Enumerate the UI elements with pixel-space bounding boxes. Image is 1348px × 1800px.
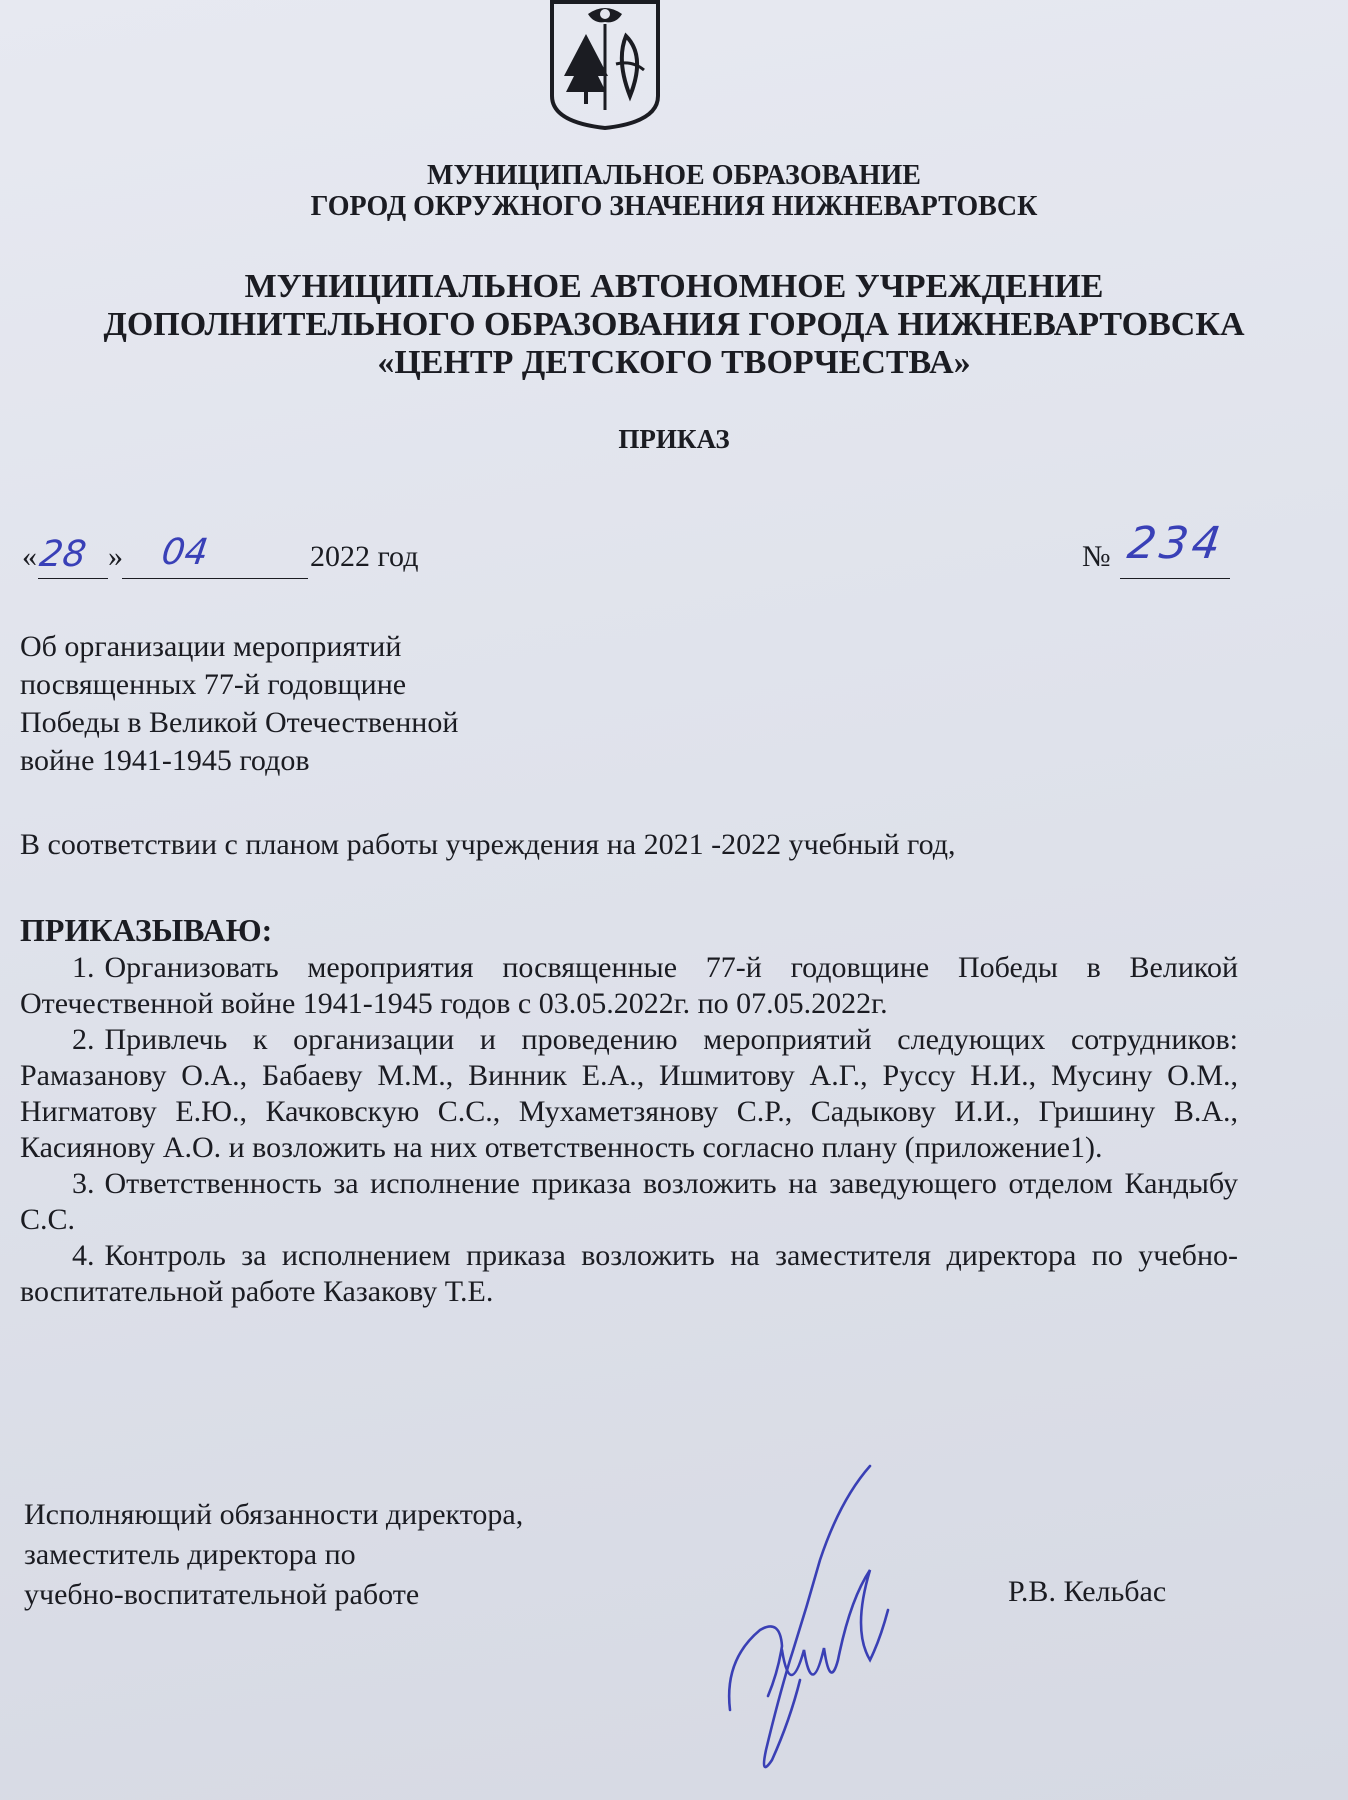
order-item-1 bbox=[20, 950, 1238, 1022]
order-subject bbox=[20, 628, 458, 780]
month-underline bbox=[122, 578, 308, 579]
item-number: 2. bbox=[72, 1023, 95, 1056]
coat-of-arms-emblem bbox=[546, 0, 664, 130]
signatory-name: Р.В. Кельбас bbox=[1008, 1575, 1167, 1608]
handwritten-day: 28 bbox=[37, 534, 89, 575]
order-item-3 bbox=[20, 1166, 1238, 1238]
date-open-quote: « bbox=[22, 540, 37, 573]
order-basis: В соответствии с планом работы учреждения на 2021 -2022 учебный год, bbox=[20, 828, 956, 861]
signatory-line-2: заместитель директора по bbox=[24, 1538, 356, 1571]
signatory-line-1: Исполняющий обязанности директора, bbox=[24, 1498, 524, 1531]
date-number-line bbox=[22, 518, 1322, 590]
subject-line-4: войне 1941-1945 годов bbox=[20, 744, 310, 777]
subject-line-2: посвященных 77-й годовщине bbox=[20, 668, 407, 701]
order-item-4 bbox=[20, 1238, 1238, 1310]
date-year: 2022 год bbox=[310, 540, 419, 573]
institution-heading bbox=[0, 268, 1348, 382]
number-underline bbox=[1120, 578, 1230, 579]
subject-line-1: Об организации мероприятий bbox=[20, 630, 402, 663]
institution-line-2: ДОПОЛНИТЕЛЬНОГО ОБРАЗОВАНИЯ ГОРОДА НИЖНЕВАРТОВСКА bbox=[103, 306, 1245, 343]
item-text: Контроль за исполнением приказа возложить на заместителя директора по учебно-воспитательной работе Казакову Т.Е. bbox=[20, 1239, 1238, 1308]
item-number: 1. bbox=[72, 951, 95, 984]
handwritten-number: 234 bbox=[1124, 518, 1228, 569]
municipality-line-2: ГОРОД ОКРУЖНОГО ЗНАЧЕНИЯ НИЖНЕВАРТОВСК bbox=[310, 191, 1038, 222]
order-item-2 bbox=[20, 1022, 1238, 1166]
handwritten-signature bbox=[720, 1460, 910, 1790]
item-number: 4. bbox=[72, 1239, 95, 1272]
signatory-position bbox=[24, 1495, 523, 1615]
subject-line-3: Победы в Великой Отечественной bbox=[20, 706, 459, 739]
item-text: Организовать мероприятия посвященные 77-й годовщине Победы в Великой Отечественной войне 1941-1945 годов с 03.05.2022г. по 07.05.2022г. bbox=[20, 951, 1238, 1020]
municipality-heading bbox=[0, 160, 1348, 222]
order-items-list bbox=[20, 950, 1238, 1310]
number-sign: № bbox=[1082, 540, 1111, 573]
day-underline bbox=[38, 578, 108, 579]
document-type-title: ПРИКАЗ bbox=[618, 424, 730, 454]
institution-line-3: «ЦЕНТР ДЕТСКОГО ТВОРЧЕСТВА» bbox=[377, 344, 971, 381]
date-close-quote: » bbox=[108, 540, 123, 573]
handwritten-month: 04 bbox=[159, 532, 211, 573]
institution-line-1: МУНИЦИПАЛЬНОЕ АВТОНОМНОЕ УЧРЕЖДЕНИЕ bbox=[244, 268, 1104, 305]
item-text: Привлечь к организации и проведению мероприятий следующих сотрудников: Рамазанову О.А., Бабаеву М.М., Винник Е.А., Ишмитову А.Г., Руссу Н.И., Мусину О.М., Нигматову Е.Ю., Качковскую С.С., Мухаметзянову С.Р., Садыкову И.И., Гришину В.А., Касиянову А.О. и возложить на них ответственность согласно плану (приложение1). bbox=[20, 1023, 1238, 1164]
order-word: ПРИКАЗЫВАЮ: bbox=[20, 912, 273, 948]
signatory-line-3: учебно-воспитательной работе bbox=[24, 1578, 420, 1611]
item-text: Ответственность за исполнение приказа возложить на заведующего отделом Кандыбу С.С. bbox=[20, 1167, 1238, 1236]
item-number: 3. bbox=[72, 1167, 95, 1200]
municipality-line-1: МУНИЦИПАЛЬНОЕ ОБРАЗОВАНИЕ bbox=[427, 160, 921, 191]
